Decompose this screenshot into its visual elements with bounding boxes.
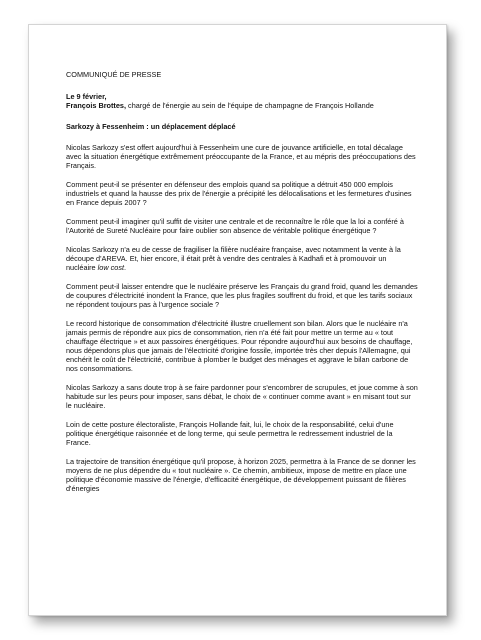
paragraph-6: Le record historique de consommation d'électricité illustre cruellement son bilan. Alors que le nucléaire n'a jamais permis de répondre aux pics de consommation, rien n'a été fait pour mettre un terme au « tout chauffage électrique » et aux passoires énergétiques. Pour répondre aujourd'hui aux besoins de chauffage, nous dépendons plus que jamais de l'électricité d'origine fossile, importée très cher depuis l'Allemagne, qui enchérit le coût de l'électricité, contribue à plomber le budget des ménages et aggrave le bilan carbone de nos consommations. <box>66 319 413 373</box>
paragraph-4-end: . <box>124 263 127 272</box>
paragraph-1: Nicolas Sarkozy s'est offert aujourd'hui à Fessenheim une cure de jouvance artificielle, en total décalage avec la situation énergétique extrêmement préoccupante de la France, et au mépris des préoccupations des Français. <box>66 143 416 170</box>
press-release-title: Sarkozy à Fessenheim : un déplacement déplacé <box>66 122 236 131</box>
document-page <box>28 24 447 616</box>
author-name: François Brottes, <box>66 101 127 110</box>
date-line: Le 9 février, <box>66 92 107 101</box>
paragraph-4 <box>66 245 418 272</box>
paragraph-4-emphasis: low cost <box>97 263 124 272</box>
paragraph-3: Comment peut-il imaginer qu'il suffit de visiter une centrale et de reconnaître le rôle que la loi a conféré à l'Autorité de Sureté Nucléaire pour faire oublier son absence de véritable politique énergétique ? <box>66 217 404 235</box>
paragraph-5: Comment peut-il laisser entendre que le nucléaire préserve les Français du grand froid, quand les demandes de coupures d'électricité inondent la France, que les plus fragiles souffrent du froid, et que les tarifs sociaux ne répondent toujours pas à l'urgence sociale ? <box>66 282 418 309</box>
paragraph-8: Loin de cette posture électoraliste, François Hollande fait, lui, le choix de la responsabilité, celui d'une politique énergétique raisonnée et de long terme, qui seule permettra le redressement industriel de la France. <box>66 420 394 447</box>
document-content <box>66 70 418 503</box>
paragraph-2: Comment peut-il se présenter en défenseur des emplois quand sa politique a détruit 450 000 emplois industriels et quand la hausse des prix de l'énergie a précipité les délocalisations et les fermetures d'usines en France depuis 2007 ? <box>66 180 412 207</box>
paragraph-4-text: Nicolas Sarkozy n'a eu de cesse de fragiliser la filière nucléaire française, avec notamment la vente à la découpe d'AREVA. Et, hier encore, il était prêt à vendre des centrales à Kadhafi et à promouvoir un nucléaire <box>66 245 401 272</box>
paragraph-9: La trajectoire de transition énergétique qu'il propose, à horizon 2025, permettra à la France de se donner les moyens de ne plus dépendre du « tout nucléaire ». Ce chemin, ambitieux, impose de mettre en place une politique d'économie massive de l'énergie, d'efficacité énergétique, de développement puissant de filières d'énergies <box>66 457 416 493</box>
author-role: chargé de l'énergie au sein de l'équipe de champagne de François Hollande <box>126 101 374 110</box>
document-type-label: COMMUNIQUÉ DE PRESSE <box>66 70 162 79</box>
paragraph-7: Nicolas Sarkozy a sans doute trop à se faire pardonner pour s'encombrer de scrupules, et joue comme à son habitude sur les peurs pour imposer, sans débat, le choix de « continuer comme avant » en misant tout sur le nucléaire. <box>66 383 418 410</box>
meta-block <box>66 92 418 110</box>
